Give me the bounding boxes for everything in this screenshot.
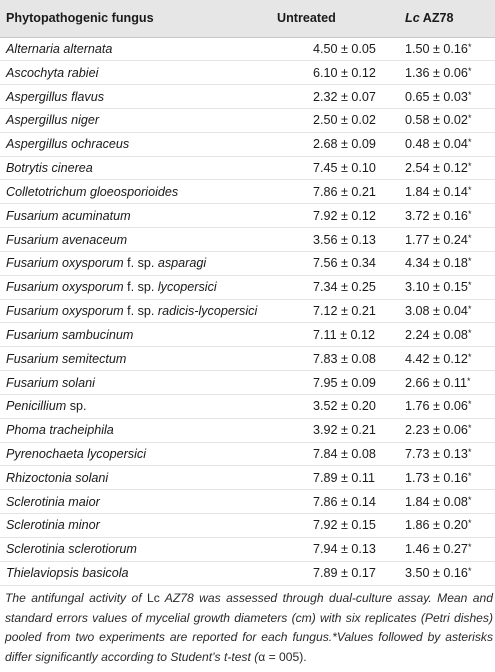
significance-asterisk: *: [467, 375, 471, 386]
treated-value: 1.36 ± 0.06: [405, 65, 468, 80]
fungus-name: Colletotrichum gloeosporioides: [6, 184, 179, 199]
significance-asterisk: *: [467, 232, 472, 243]
treated-value-cell: [401, 204, 495, 228]
fungus-name-tail: radicis-lycopersici: [157, 304, 258, 319]
table-row: [0, 204, 495, 228]
fungus-name: Aspergillus ochraceus: [6, 137, 130, 152]
table-row: [0, 323, 495, 347]
treated-value-cell: [401, 394, 495, 418]
fungus-name-cell: [0, 275, 273, 299]
table-row: [0, 275, 495, 299]
significance-asterisk: *: [467, 446, 472, 457]
fungus-name-cell: [0, 466, 273, 490]
significance-asterisk: *: [467, 256, 472, 267]
treated-value: 2.54 ± 0.12: [405, 161, 468, 176]
significance-asterisk: *: [467, 351, 472, 362]
caption-part: AZ78 was assessed through dual-culture assay. Mean and standard errors values of mycelial growth diameters (cm) with six replicates (Petri dishes) pooled from two experiments are reported for each fungus.*Values followed by asterisks differ significantly according to Student’s: [5, 591, 493, 664]
fungus-name-cell: [0, 514, 273, 538]
treated-value: 1.73 ± 0.16: [405, 470, 468, 485]
treated-value: 1.50 ± 0.16: [405, 41, 468, 56]
table-row: [0, 347, 495, 371]
table-row: [0, 156, 495, 180]
table-row: [0, 108, 495, 132]
table-row: [0, 371, 495, 395]
untreated-value: 2.32 ± 0.07: [273, 85, 401, 109]
table-row: [0, 132, 495, 156]
fungus-name-cell: [0, 37, 273, 61]
fungus-name-cell: [0, 204, 273, 228]
treated-value-cell: [401, 132, 495, 156]
significance-asterisk: *: [467, 89, 472, 100]
significance-asterisk: *: [467, 161, 472, 172]
treated-value: 0.48 ± 0.04: [405, 137, 468, 152]
treated-value: 1.86 ± 0.20: [405, 518, 468, 533]
fungus-name-tail: lycopersici: [157, 280, 217, 295]
header-row: [0, 0, 495, 37]
header-treated-italic: Lc: [405, 11, 420, 26]
untreated-value: 7.95 ± 0.09: [273, 371, 401, 395]
table-row: [0, 394, 495, 418]
table-row: [0, 180, 495, 204]
untreated-value: 3.56 ± 0.13: [273, 228, 401, 252]
untreated-value: 3.92 ± 0.21: [273, 418, 401, 442]
fungus-name: Botrytis cinerea: [6, 161, 93, 176]
treated-value: 3.10 ± 0.15: [405, 280, 468, 295]
fungus-name: Fusarium solani: [6, 375, 95, 390]
table-row: [0, 61, 495, 85]
header-untreated: Untreated: [273, 0, 401, 37]
fungus-name-cell: [0, 251, 273, 275]
caption-part: -test (: [227, 649, 259, 664]
caption-part: = 005).: [265, 649, 307, 664]
significance-asterisk: *: [467, 518, 472, 529]
fungus-name: Sclerotinia minor: [6, 518, 100, 533]
table-row: [0, 37, 495, 61]
treated-value: 7.73 ± 0.13: [405, 446, 468, 461]
fungus-name: Thielaviopsis basicola: [6, 566, 129, 581]
treated-value: 2.23 ± 0.06: [405, 423, 468, 438]
treated-value-cell: [401, 85, 495, 109]
caption-part: α: [258, 649, 266, 664]
treated-value-cell: [401, 275, 495, 299]
significance-asterisk: *: [467, 423, 472, 434]
treated-value: 2.24 ± 0.08: [405, 327, 468, 342]
table-header: [0, 0, 495, 37]
fungus-name-plain: f. sp.: [123, 304, 158, 319]
treated-value: 0.65 ± 0.03: [405, 89, 468, 104]
significance-asterisk: *: [467, 280, 472, 291]
untreated-value: 7.92 ± 0.12: [273, 204, 401, 228]
treated-value-cell: [401, 537, 495, 561]
fungus-name: Fusarium semitectum: [6, 351, 127, 366]
fungus-name-cell: [0, 61, 273, 85]
fungus-name: Sclerotinia maior: [6, 494, 100, 509]
untreated-value: 3.52 ± 0.20: [273, 394, 401, 418]
treated-value-cell: [401, 299, 495, 323]
fungus-name-cell: [0, 156, 273, 180]
fungus-name-cell: [0, 490, 273, 514]
treated-value-cell: [401, 347, 495, 371]
caption-part: Lc: [147, 591, 160, 605]
significance-asterisk: *: [467, 184, 472, 195]
fungus-name: Penicillium: [6, 399, 67, 414]
untreated-value: 2.50 ± 0.02: [273, 108, 401, 132]
fungus-name: Ascochyta rabiei: [6, 65, 99, 80]
treated-value: 0.58 ± 0.02: [405, 113, 468, 128]
treated-value: 1.76 ± 0.06: [405, 399, 468, 414]
untreated-value: 7.56 ± 0.34: [273, 251, 401, 275]
fungus-name-cell: [0, 394, 273, 418]
treated-value: 4.34 ± 0.18: [405, 256, 468, 271]
fungus-name: Pyrenochaeta lycopersici: [6, 446, 147, 461]
fungus-name: Phoma tracheiphila: [6, 423, 114, 438]
fungus-name-plain: sp.: [66, 399, 87, 414]
significance-asterisk: *: [467, 566, 472, 577]
untreated-value: 7.11 ± 0.12: [273, 323, 401, 347]
fungus-name: Sclerotinia sclerotiorum: [6, 542, 137, 557]
fungus-name-cell: [0, 442, 273, 466]
untreated-value: 7.89 ± 0.11: [273, 466, 401, 490]
fungus-name: Fusarium oxysporum: [6, 256, 124, 271]
significance-asterisk: *: [467, 399, 472, 410]
fungus-name-cell: [0, 323, 273, 347]
caption-part: t: [223, 649, 228, 664]
table-row: [0, 251, 495, 275]
fungus-name-cell: [0, 561, 273, 585]
significance-asterisk: *: [467, 327, 472, 338]
treated-value-cell: [401, 323, 495, 347]
treated-value-cell: [401, 466, 495, 490]
fungus-name-plain: f. sp.: [123, 256, 158, 271]
table-row: [0, 228, 495, 252]
untreated-value: 6.10 ± 0.12: [273, 61, 401, 85]
untreated-value: 7.92 ± 0.15: [273, 514, 401, 538]
table-row: [0, 514, 495, 538]
fungus-name: Fusarium acuminatum: [6, 208, 131, 223]
fungus-name: Fusarium oxysporum: [6, 280, 124, 295]
treated-value-cell: [401, 514, 495, 538]
fungus-name-cell: [0, 85, 273, 109]
treated-value: 1.84 ± 0.08: [405, 494, 468, 509]
treated-value: 1.46 ± 0.27: [405, 542, 468, 557]
fungus-name-cell: [0, 537, 273, 561]
significance-asterisk: *: [467, 208, 472, 219]
untreated-value: 7.84 ± 0.08: [273, 442, 401, 466]
fungus-name: Fusarium oxysporum: [6, 304, 124, 319]
significance-asterisk: *: [467, 65, 472, 76]
untreated-value: 7.83 ± 0.08: [273, 347, 401, 371]
treated-value: 1.84 ± 0.14: [405, 184, 468, 199]
treated-value-cell: [401, 490, 495, 514]
treated-value: 3.08 ± 0.04: [405, 304, 468, 319]
table-caption: [5, 589, 493, 667]
significance-asterisk: *: [467, 542, 472, 553]
fungus-name: Fusarium sambucinum: [6, 327, 134, 342]
fungus-name-cell: [0, 418, 273, 442]
treated-value-cell: [401, 37, 495, 61]
significance-asterisk: *: [467, 137, 472, 148]
fungus-name-cell: [0, 371, 273, 395]
untreated-value: 7.12 ± 0.21: [273, 299, 401, 323]
untreated-value: 7.94 ± 0.13: [273, 537, 401, 561]
significance-asterisk: *: [467, 41, 472, 52]
treated-value: 3.50 ± 0.16: [405, 566, 468, 581]
caption-part: The antifungal activity of: [5, 591, 148, 605]
treated-value: 2.66 ± 0.11: [405, 375, 467, 390]
fungus-name-tail: asparagi: [157, 256, 207, 271]
fungus-name: Alternaria alternata: [6, 41, 113, 56]
fungus-name-cell: [0, 299, 273, 323]
fungus-name: Rhizoctonia solani: [6, 470, 109, 485]
untreated-value: 4.50 ± 0.05: [273, 37, 401, 61]
treated-value-cell: [401, 561, 495, 585]
table-row: [0, 442, 495, 466]
treated-value-cell: [401, 156, 495, 180]
significance-asterisk: *: [467, 494, 472, 505]
treated-value-cell: [401, 418, 495, 442]
treated-value-cell: [401, 228, 495, 252]
header-treated: [401, 0, 495, 37]
significance-asterisk: *: [467, 113, 472, 124]
fungus-name-cell: [0, 228, 273, 252]
treated-value-cell: [401, 442, 495, 466]
fungus-name: Fusarium avenaceum: [6, 232, 128, 247]
table-row: [0, 537, 495, 561]
treated-value: 4.42 ± 0.12: [405, 351, 468, 366]
table-row: [0, 299, 495, 323]
header-treated-rest: AZ78: [419, 11, 454, 26]
fungus-name-cell: [0, 132, 273, 156]
treated-value-cell: [401, 371, 495, 395]
untreated-value: 7.45 ± 0.10: [273, 156, 401, 180]
treated-value-cell: [401, 180, 495, 204]
untreated-value: 2.68 ± 0.09: [273, 132, 401, 156]
treated-value: 3.72 ± 0.16: [405, 208, 468, 223]
table-body: [0, 37, 495, 585]
treated-value-cell: [401, 108, 495, 132]
treated-value-cell: [401, 61, 495, 85]
table-row: [0, 85, 495, 109]
untreated-value: 7.34 ± 0.25: [273, 275, 401, 299]
fungus-name-plain: f. sp.: [123, 280, 158, 295]
treated-value-cell: [401, 251, 495, 275]
fungus-name: Aspergillus flavus: [6, 89, 104, 104]
fungus-name-cell: [0, 347, 273, 371]
untreated-value: 7.86 ± 0.14: [273, 490, 401, 514]
fungus-name-cell: [0, 108, 273, 132]
untreated-value: 7.86 ± 0.21: [273, 180, 401, 204]
table-row: [0, 418, 495, 442]
table-row: [0, 466, 495, 490]
header-fungus: Phytopathogenic fungus: [0, 0, 273, 37]
untreated-value: 7.89 ± 0.17: [273, 561, 401, 585]
table-row: [0, 490, 495, 514]
fungus-name-cell: [0, 180, 273, 204]
treated-value: 1.77 ± 0.24: [405, 232, 468, 247]
significance-asterisk: *: [467, 470, 472, 481]
table-row: [0, 561, 495, 585]
significance-asterisk: *: [467, 304, 472, 315]
fungus-name: Aspergillus niger: [6, 113, 100, 128]
